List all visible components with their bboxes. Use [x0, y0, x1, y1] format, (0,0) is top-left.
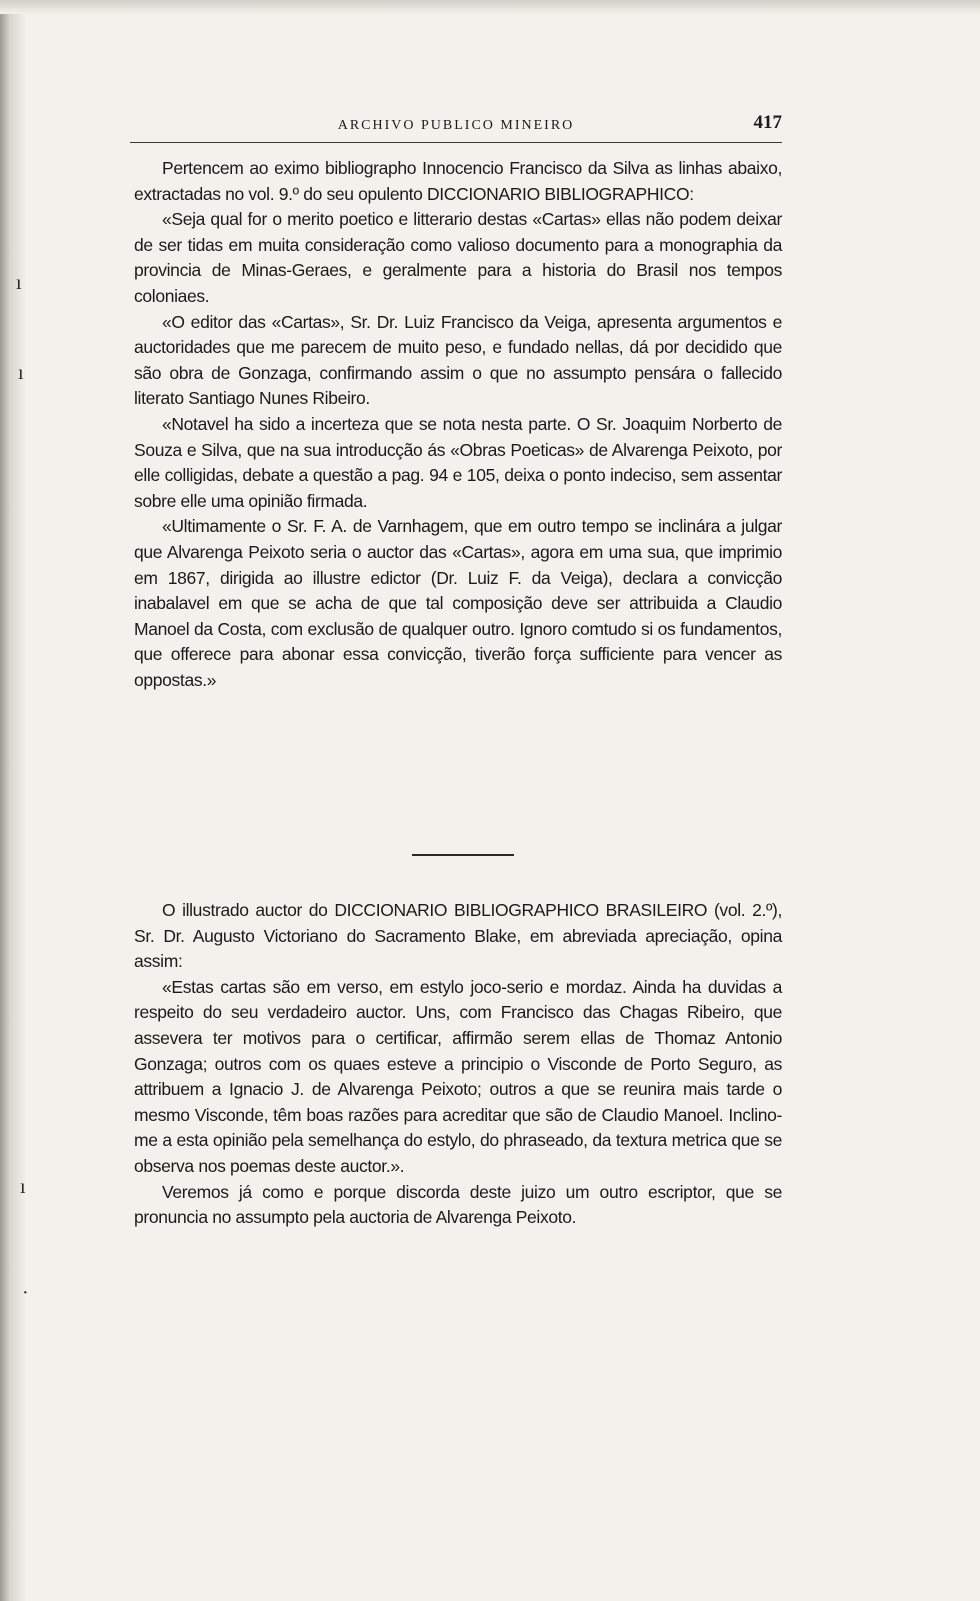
- paragraph: «Ultimamente o Sr. F. A. de Varnhagem, que em outro tempo se inclinára a julgar que Alvarenga Peixoto seria o auctor das «Cartas», agora em uma sua, que imprimio em 1867, dirigida ao illustre edictor (Dr. Luiz F. da Veiga), declara a convicção inabalavel em que se acha de que tal composição deve ser attribuida a Claudio Manoel da Costa, com exclusão de qualquer outro. Ignoro comtudo si os fundamentos, que offerece para abonar essa convicção, tiverão força sufficiente para vencer as oppostas.»: [134, 516, 782, 690]
- page-header: [130, 112, 782, 143]
- running-title: ARCHIVO PUBLICO MINEIRO: [337, 118, 575, 133]
- paragraph: «Estas cartas são em verso, em estylo joco-serio e mordaz. Ainda ha duvidas a respeito do seu verdadeiro auctor. Uns, com Francisco das Chagas Ribeiro, que assevera ter motivos para o certificar, affirmão serem ellas de Thomaz Antonio Gonzaga; outros com os quaes esteve a principio o Visconde de Porto Seguro, as attribuem a Ignacio J. de Alvarenga Peixoto; outros a que se reunira mais tarde o mesmo Visconde, têm boas razões para acreditar que são de Claudio Manoel. Inclino-me a esta opinião pela semelhança do estylo, do phraseado, da textura metrica que se observa nos poemas deste auctor.».: [134, 976, 782, 1176]
- scan-edge-top: [0, 0, 980, 14]
- paragraph: «Seja qual for o merito poetico e litterario destas «Cartas» ellas não podem deixar de ser tidas em muita consideração como valioso documento para a monographia da provincia de Minas-Geraes, e geralmente para a historia do Brasil nos tempos coloniaes.: [134, 209, 782, 306]
- paragraph: «O editor das «Cartas», Sr. Dr. Luiz Francisco da Veiga, apresenta argumentos e auctoridades que me parecem de muito peso, e fundado nellas, dá por decidido que são obra de Gonzaga, confirmando assim o que no assumpto pensára o fallecido literato Santiago Nunes Ribeiro.: [134, 311, 782, 409]
- page-number: 417: [753, 112, 782, 133]
- section-blake: [134, 898, 782, 1231]
- paragraph: «Notavel ha sido a incerteza que se nota nesta parte. O Sr. Joaquim Norberto de Souza e Silva, que na sua introducção ás «Obras Poeticas» de Alvarenga Peixoto, por elle colligidas, debate a questão a pag. 94 e 105, deixa o ponto indeciso, sem assentar sobre elle uma opinião firmada.: [134, 413, 782, 511]
- margin-mark: ı: [18, 362, 24, 384]
- section-innocencio: [134, 156, 782, 693]
- section-divider: [412, 854, 514, 856]
- scan-edge-left: [0, 0, 26, 1601]
- paragraph: O illustrado auctor do DICCIONARIO BIBLIOGRAPHICO BRASILEIRO (vol. 2.º), Sr. Dr. Augusto Victoriano do Sacramento Blake, em abreviada apreciação, opina assim:: [134, 900, 782, 972]
- margin-mark: ı: [20, 1176, 26, 1198]
- paragraph: Pertencem ao eximo bibliographo Innocencio Francisco da Silva as linhas abaixo, extractadas no vol. 9.º do seu opulento DICCIONARIO BIBLIOGRAPHICO:: [134, 158, 782, 204]
- margin-mark: ·: [22, 1282, 29, 1304]
- margin-mark: ı: [16, 272, 22, 294]
- paragraph: Veremos já como e porque discorda deste juizo um outro escriptor, que se pronuncia no assumpto pela auctoria de Alvarenga Peixoto.: [134, 1181, 782, 1228]
